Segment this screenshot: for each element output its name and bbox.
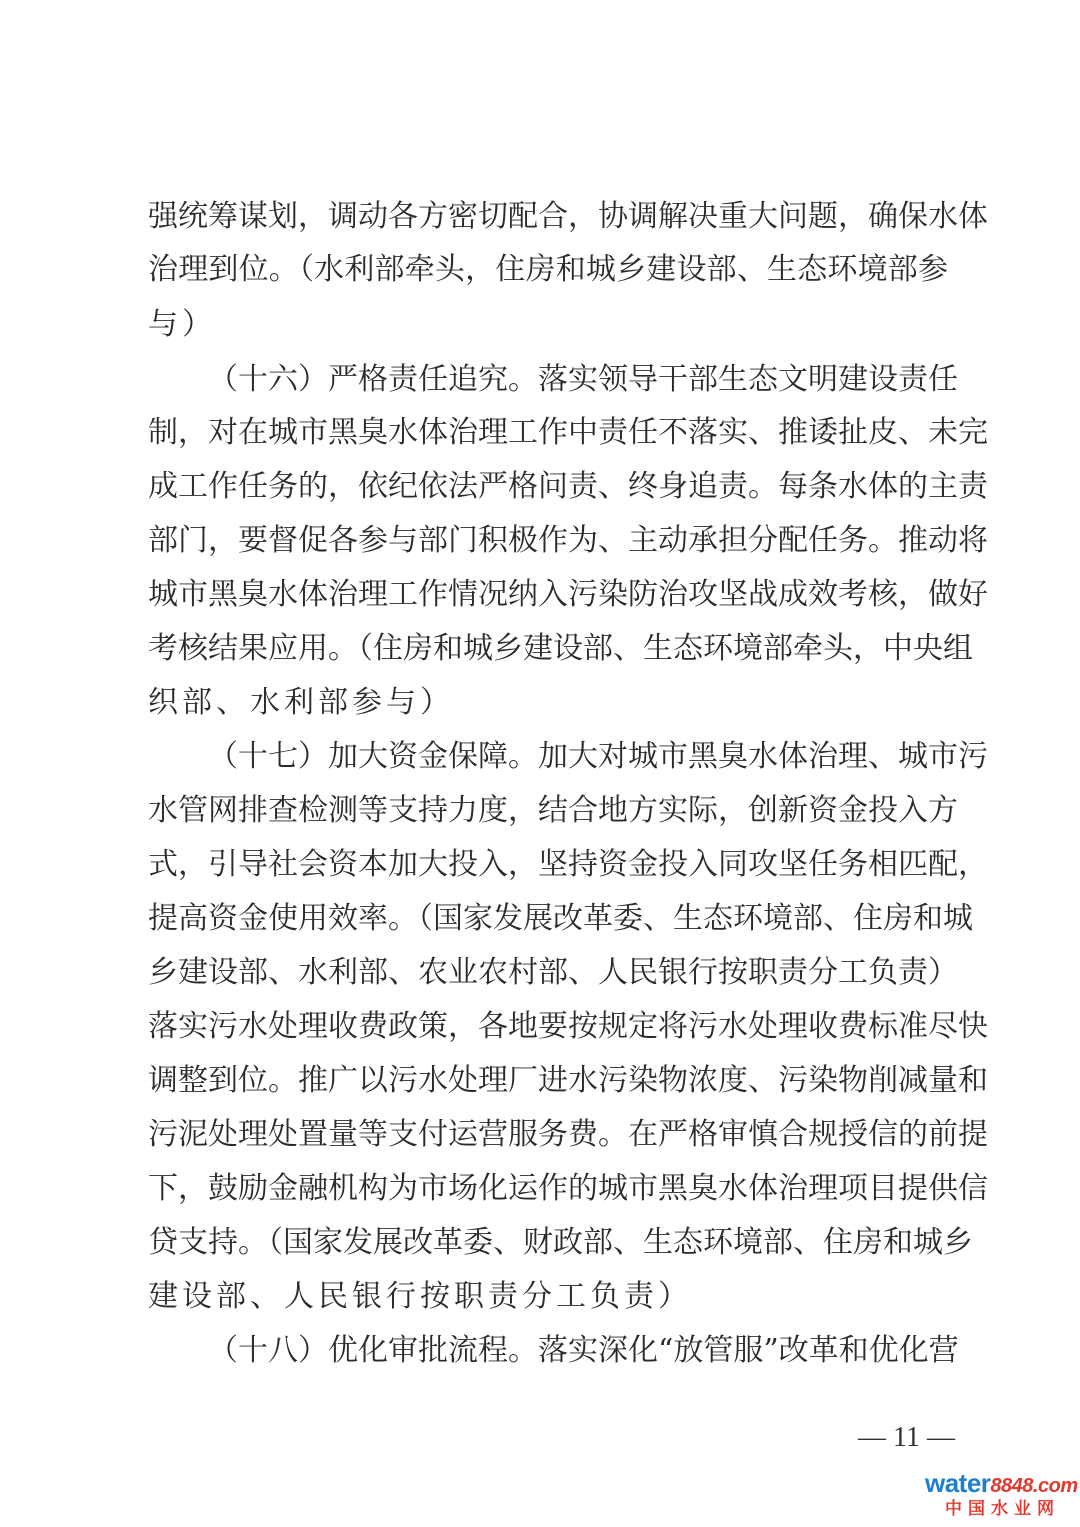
body-text-line: 与）	[148, 307, 216, 342]
body-text-line: 调整到位。推广以污水处理厂进水污染物浓度、污染物削减量和	[148, 1063, 988, 1098]
body-text-line: 下，鼓励金融机构为市场化运作的城市黑臭水体治理项目提供信	[148, 1171, 988, 1206]
body-text-line: 强统筹谋划，调动各方密切配合，协调解决重大问题，确保水体	[148, 199, 988, 234]
body-text-line: 水管网排查检测等支持力度，结合地方实际，创新资金投入方	[148, 793, 958, 828]
watermark-logo	[925, 1468, 1078, 1524]
page-number: — 11 —	[858, 1422, 955, 1453]
body-text-line: 污泥处理处置量等支付运营服务费。在严格审慎合规授信的前提	[148, 1117, 988, 1152]
body-text-line: 式，引导社会资本加大投入，坚持资金投入同攻坚任务相匹配，	[148, 847, 988, 882]
section-heading-16: （十六）严格责任追究。落实领导干部生态文明建设责任	[208, 362, 958, 397]
body-text-line: 落实污水处理收费政策，各地要按规定将污水处理收费标准尽快	[148, 1009, 988, 1044]
body-text-line: 建设部、人民银行按职责分工负责）	[148, 1279, 692, 1314]
watermark-subtitle: 中国水业网	[945, 1499, 1060, 1519]
body-text-line: 考核结果应用。（住房和城乡建设部、生态环境部牵头，中央组	[148, 631, 973, 666]
body-text-line: 城市黑臭水体治理工作情况纳入污染防治攻坚战成效考核，做好	[148, 577, 988, 612]
body-text-line: 治理到位。（水利部牵头，住房和城乡建设部、生态环境部参	[148, 252, 948, 287]
body-text-line: 部门，要督促各参与部门积极作为、主动承担分配任务。推动将	[148, 523, 988, 558]
body-text-line: 贷支持。（国家发展改革委、财政部、生态环境部、住房和城乡	[148, 1225, 973, 1260]
watermark-brand-suffix: .com	[1032, 1475, 1078, 1497]
body-text-line: 成工作任务的，依纪依法严格问责、终身追责。每条水体的主责	[148, 469, 988, 504]
section-heading-17: （十七）加大资金保障。加大对城市黑臭水体治理、城市污	[208, 739, 988, 774]
body-text-line: 乡建设部、水利部、农业农村部、人民银行按职责分工负责）	[148, 955, 958, 990]
watermark-brand-digits: 8848	[990, 1475, 1033, 1497]
section-heading-18: （十八）优化审批流程。落实深化“放管服”改革和优化营	[208, 1333, 959, 1368]
body-text-line: 提高资金使用效率。（国家发展改革委、生态环境部、住房和城	[148, 901, 973, 936]
watermark-brand-text: water	[925, 1468, 991, 1498]
body-text-line: 织部、水利部参与）	[148, 685, 454, 720]
body-text-line: 制，对在城市黑臭水体治理工作中责任不落实、推诿扯皮、未完	[148, 415, 988, 450]
watermark-brand	[925, 1468, 1078, 1501]
